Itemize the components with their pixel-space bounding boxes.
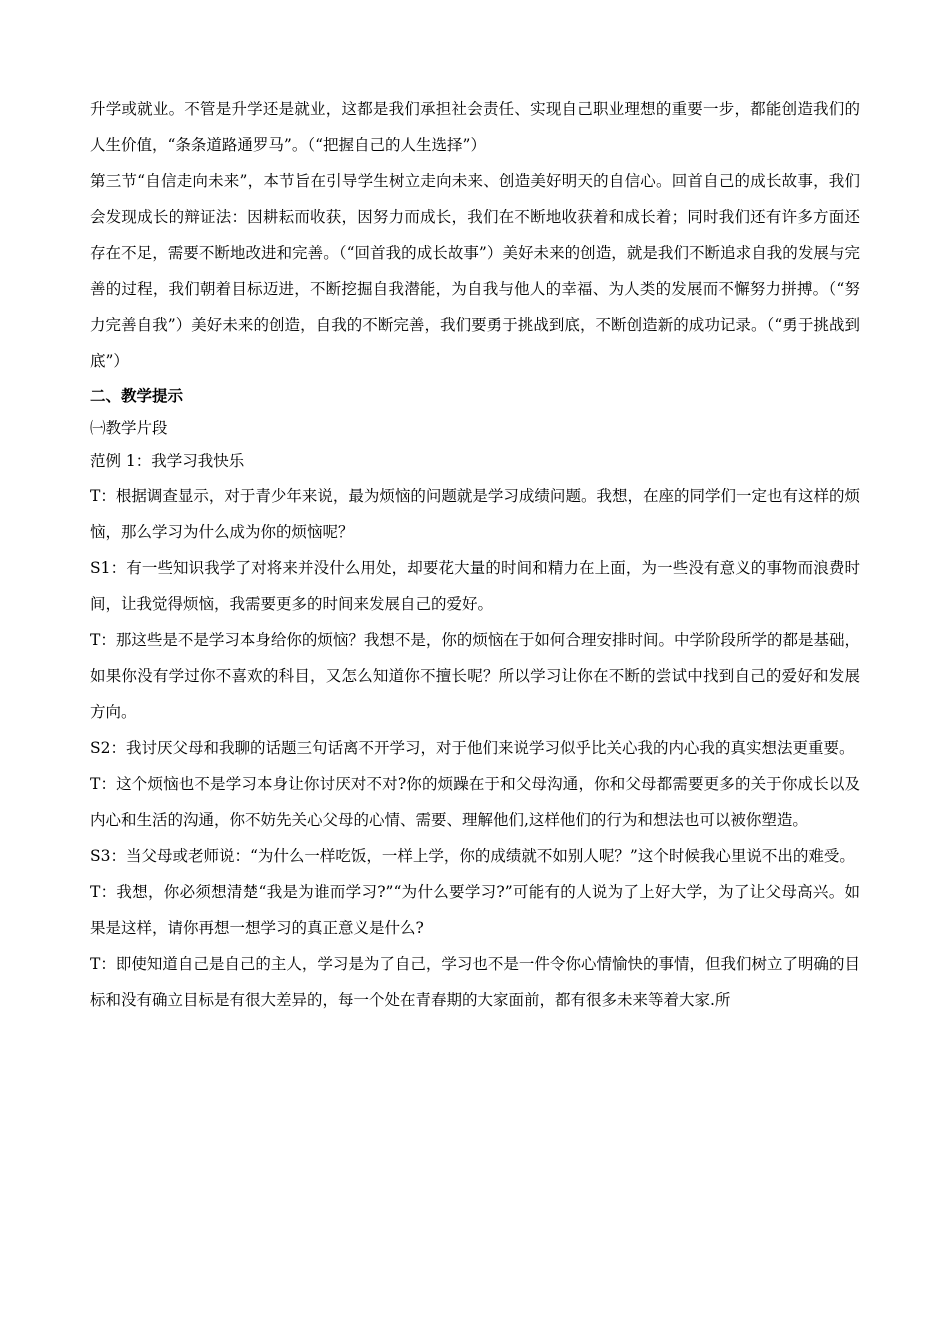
subheading-teaching-fragment: ㈠教学片段: [90, 419, 168, 437]
paragraph-section-three: 第三节“自信走向未来”，本节旨在引导学生树立走向未来、创造美好明天的自信心。回首自己的成长故事，我们会发现成长的辩证法：因耕耘而收获，因努力而成长，我们在不断地收获着和成长着；同时我们还有许多方面还存在不足，需要不断地改进和完善。（“回首我的成长故事”）美好未来的创造，就是我们不断追求自我的发展与完善的过程，我们朝着目标迈进，不断挖掘自我潜能，为自我与他人的幸福、为人类的发展而不懈努力拼搏。（“努力完善自我”）美好未来的创造，自我的不断完善，我们要勇于挑战到底，不断创造新的成功记录。（“勇于挑战到底”）: [90, 172, 860, 370]
dialogue-teacher-5: T：即使知道自己是自己的主人，学习是为了自己，学习也不是一件令你心情愉快的事情，但我们树立了明确的目标和没有确立目标是有很大差异的，每一个处在青春期的大家面前，都有很多未来等着大家.所: [90, 955, 860, 1009]
dialogue-teacher-4: T：我想，你必须想清楚“我是为谁而学习?”“为什么要学习?”可能有的人说为了上好大学，为了让父母高兴。如果是这样，请你再想一想学习的真正意义是什么?: [90, 883, 860, 937]
dialogue-student-1: S1：有一些知识我学了对将来并没什么用处，却要花大量的时间和精力在上面，为一些没有意义的事物而浪费时间，让我觉得烦恼，我需要更多的时间来发展自己的爱好。: [90, 559, 860, 613]
dialogue-teacher-2: T：那这些是不是学习本身给你的烦恼？我想不是，你的烦恼在于如何合理安排时间。中学阶段所学的都是基础，如果你没有学过你不喜欢的科目，又怎么知道你不擅长呢？所以学习让你在不断的尝试中找到自己的爱好和发展方向。: [90, 631, 860, 721]
document-page: [90, 91, 860, 1018]
dialogue-teacher-1: T：根据调查显示，对于青少年来说，最为烦恼的问题就是学习成绩问题。我想，在座的同学们一定也有这样的烦恼，那么学习为什么成为你的烦恼呢？: [90, 487, 860, 541]
paragraph-career-choice: 升学或就业。不管是升学还是就业，这都是我们承担社会责任、实现自己职业理想的重要一步，都能创造我们的人生价值，“条条道路通罗马”。（“把握自己的人生选择”）: [90, 100, 860, 154]
section-heading-teaching-tips: 二、教学提示: [90, 386, 184, 405]
example-title: 范例 1：我学习我快乐: [90, 452, 245, 470]
dialogue-student-3: S3：当父母或老师说：“为什么一样吃饭，一样上学，你的成绩就不如别人呢？”这个时候我心里说不出的难受。: [90, 847, 855, 865]
dialogue-student-2: S2：我讨厌父母和我聊的话题三句话离不开学习，对于他们来说学习似乎比关心我的内心我的真实想法更重要。: [90, 739, 855, 757]
dialogue-teacher-3: T：这个烦恼也不是学习本身让你讨厌对不对?你的烦躁在于和父母沟通，你和父母都需要更多的关于你成长以及内心和生活的沟通，你不妨先关心父母的心情、需要、理解他们,这样他们的行为和想法也可以被你塑造。: [90, 775, 860, 829]
